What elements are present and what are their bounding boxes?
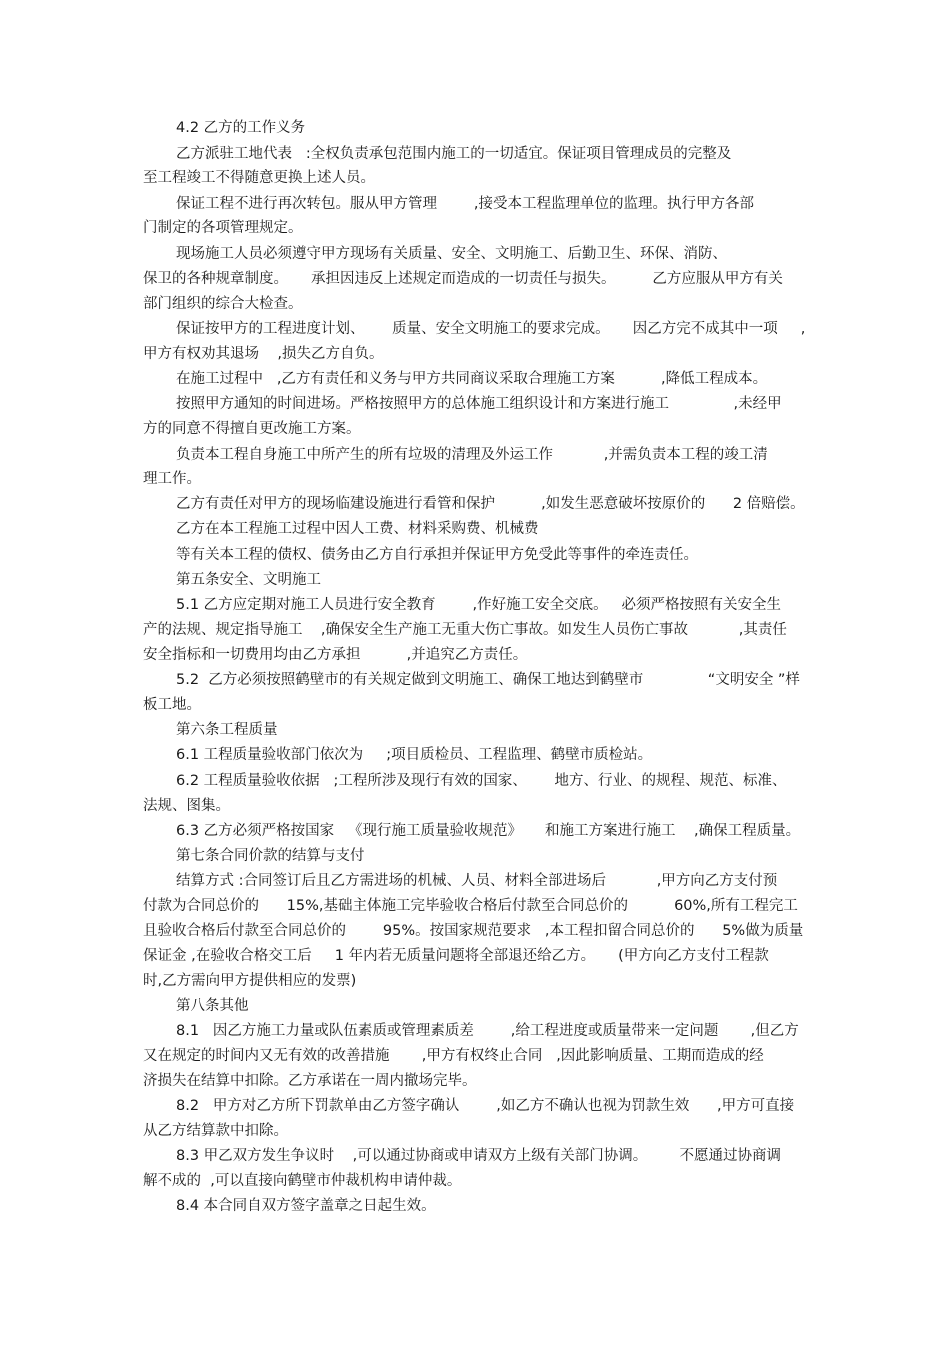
text-line: 且验收合格后付款至合同总价的 95%。按国家规范要求 ,本工程扣留合同总价的 5%做为质量 xyxy=(143,923,804,939)
text-line: 8.1 因乙方施工力量或队伍素质或管理素质差 ,给工程进度或质量带来一定问题 ,但乙方 xyxy=(176,1023,799,1039)
text-line: 结算方式 :合同签订后且乙方需进场的机械、人员、材料全部进场后 ,甲方向乙方支付预 xyxy=(176,873,778,889)
text-line: 6.2 工程质量验收依据 ;工程所涉及现行有效的国家、 地方、行业、的规程、规范、标准、 xyxy=(176,773,787,789)
text-line: 等有关本工程的债权、债务由乙方自行承担并保证甲方免受此等事件的牵连责任。 xyxy=(176,547,698,563)
text-line: 乙方在本工程施工过程中因人工费、材料采购费、机械费 xyxy=(176,521,539,537)
text-line: 保卫的各种规章制度。 承担因违反上述规定而造成的一切责任与损失。 乙方应服从甲方有关 xyxy=(143,271,783,287)
text-line: 8.4 本合同自双方签字盖章之日起生效。 xyxy=(176,1198,436,1214)
section-heading: 第五条安全、文明施工 xyxy=(176,572,321,588)
text-line: 从乙方结算款中扣除。 xyxy=(143,1123,288,1139)
text-line: 4.2 乙方的工作义务 xyxy=(176,120,306,136)
text-line: 方的同意不得擅自更改施工方案。 xyxy=(143,421,361,437)
text-line: 保证金 ,在验收合格交工后 1 年内若无质量问题将全部退还给乙方。 (甲方向乙方支付工程款 xyxy=(143,948,769,964)
text-line: 5.1 乙方应定期对施工人员进行安全教育 ,作好施工安全交底。 必须严格按照有关安全生 xyxy=(176,597,781,613)
section-heading: 第八条其他 xyxy=(176,998,249,1014)
text-line: 解不成的 ,可以直接向鹤壁市仲裁机构申请仲裁。 xyxy=(143,1173,462,1189)
text-line: 5.2 乙方必须按照鹤壁市的有关规定做到文明施工、确保工地达到鹤壁市 “文明安全 ”样 xyxy=(176,672,800,688)
text-line: 部门组织的综合大检查。 xyxy=(143,296,303,312)
text-line: 板工地。 xyxy=(143,697,201,713)
text-line: 8.2 甲方对乙方所下罚款单由乙方签字确认 ,如乙方不确认也视为罚款生效 ,甲方可直接 xyxy=(176,1098,795,1114)
text-line: 保证按甲方的工程进度计划、 质量、安全文明施工的要求完成。 因乙方完不成其中一项 , xyxy=(176,321,806,337)
text-line: 6.3 乙方必须严格按国家 《现行施工质量验收规范》 和施工方案进行施工 ,确保工程质量。 xyxy=(176,823,801,839)
text-line: 付款为合同总价的 15%,基础主体施工完毕验收合格后付款至合同总价的 60%,所有工程完工 xyxy=(143,898,798,914)
text-line: 安全指标和一切费用均由乙方承担 ,并追究乙方责任。 xyxy=(143,647,528,663)
text-line: 按照甲方通知的时间进场。严格按照甲方的总体施工组织设计和方案进行施工 ,未经甲 xyxy=(176,396,782,412)
section-heading: 第六条工程质量 xyxy=(176,722,278,738)
text-line: 至工程竣工不得随意更换上述人员。 xyxy=(143,170,375,186)
section-heading: 第七条合同价款的结算与支付 xyxy=(176,848,365,864)
text-line: 时,乙方需向甲方提供相应的发票) xyxy=(143,973,357,989)
text-line: 8.3 甲乙双方发生争议时 ,可以通过协商或申请双方上级有关部门协调。 不愿通过协商调 xyxy=(176,1148,781,1164)
text-line: 法规、图集。 xyxy=(143,798,230,814)
text-line: 负责本工程自身施工中所产生的所有垃圾的清理及外运工作 ,并需负责本工程的竣工清 xyxy=(176,447,768,463)
text-line: 现场施工人员必须遵守甲方现场有关质量、安全、文明施工、后勤卫生、环保、消防、 xyxy=(176,246,727,262)
text-line: 6.1 工程质量验收部门依次为 ;项目质检员、工程监理、鹤壁市质检站。 xyxy=(176,747,653,763)
text-line: 产的法规、规定指导施工 ,确保安全生产施工无重大伤亡事故。如发生人员伤亡事故 ,其责任 xyxy=(143,622,787,638)
text-line: 理工作。 xyxy=(143,471,201,487)
text-line: 乙方有责任对甲方的现场临建设施进行看管和保护 ,如发生恶意破坏按原价的 2 倍赔偿。 xyxy=(176,496,805,512)
text-line: 甲方有权劝其退场 ,损失乙方自负。 xyxy=(143,346,384,362)
text-line: 乙方派驻工地代表 :全权负责承包范围内施工的一切适宜。保证项目管理成员的完整及 xyxy=(176,146,732,162)
text-line: 济损失在结算中扣除。乙方承诺在一周内撤场完毕。 xyxy=(143,1073,477,1089)
text-line: 在施工过程中 ,乙方有责任和义务与甲方共同商议采取合理施工方案 ,降低工程成本。 xyxy=(176,371,768,387)
text-line: 又在规定的时间内又无有效的改善措施 ,甲方有权终止合同 ,因此影响质量、工期而造成的经 xyxy=(143,1048,764,1064)
text-line: 门制定的各项管理规定。 xyxy=(143,220,303,236)
text-line: 保证工程不进行再次转包。服从甲方管理 ,接受本工程监理单位的监理。执行甲方各部 xyxy=(176,196,754,212)
